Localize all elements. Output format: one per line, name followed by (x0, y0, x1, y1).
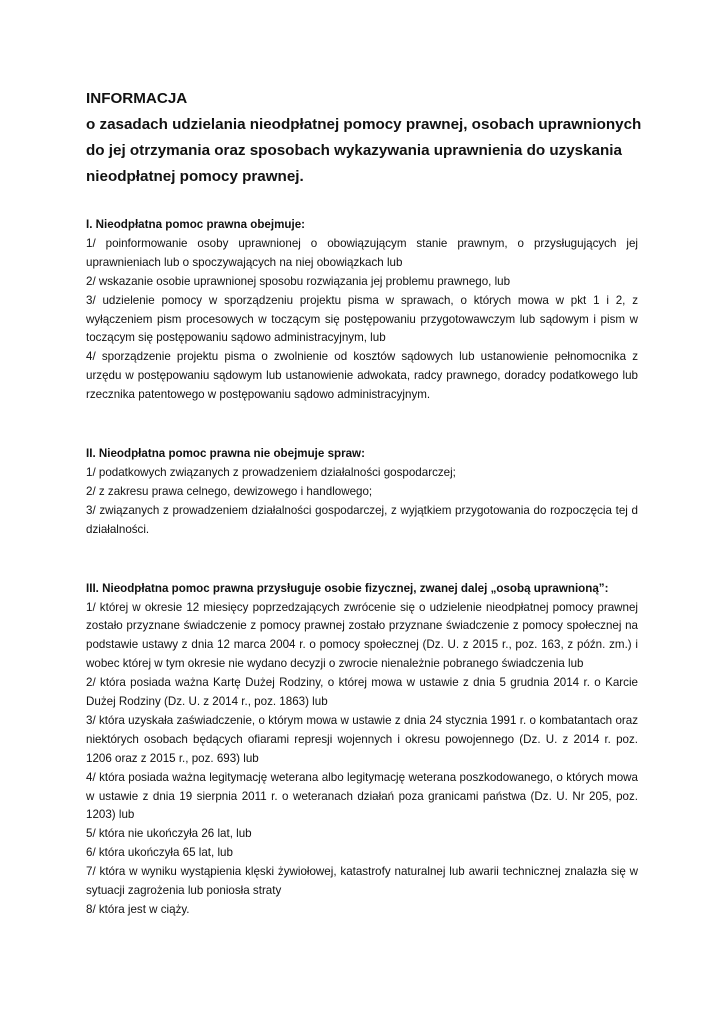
document-subtitle-line: o zasadach udzielania nieodpłatnej pomocy prawnej, osobach uprawnionych (86, 116, 642, 133)
section-scope (86, 216, 638, 405)
list-item: 1/ której w okresie 12 miesięcy poprzedzających zwrócenie się o udzielenie nieodpłatnej pomocy prawnej zostało przyznane świadczenie z pomocy prawnej zostało przyznane świadczenie z pomocy społecznej na podstawie ustawy z dnia 12 marca 2004 r. o pomocy społecznej (Dz. U. z 2015 r., poz. 163, z późn. zm.) i wobec której w tym okresie nie wydano decyzji o zwrocie nienależnie pobranego świadczenia lub (86, 600, 638, 671)
list-item: 2/ wskazanie osobie uprawnionej sposobu rozwiązania jej problemu prawnego, lub (86, 274, 511, 288)
document-subtitle-line: do jej otrzymania oraz sposobach wykazywania uprawnienia do uzyskania (86, 142, 622, 159)
list-item: 5/ która nie ukończyła 26 lat, lub (86, 827, 252, 841)
document-title-block (86, 86, 642, 190)
section-eligibility (86, 580, 638, 920)
list-item: 1/ podatkowych związanych z prowadzeniem działalności gospodarczej; (86, 465, 456, 479)
list-item: 3/ która uzyskała zaświadczenie, o którym mowa w ustawie z dnia 24 stycznia 1991 r. o kombatantach oraz niektórych osobach będących ofiarami represji wojennych i okresu powojennego (Dz. U. z 2014 r. poz. 1206 oraz z 2015 r., poz. 693) lub (86, 713, 638, 765)
list-item: 1/ poinformowanie osoby uprawnionej o obowiązującym stanie prawnym, o przysługujących jej uprawnieniach lub o spoczywających na niej obowiązkach lub (86, 236, 638, 269)
section-heading: III. Nieodpłatna pomoc prawna przysługuje osobie fizycznej, zwanej dalej „osobą uprawnioną”: (86, 581, 609, 595)
list-item: 8/ która jest w ciąży. (86, 903, 190, 916)
list-item: 4/ sporządzenie projektu pisma o zwolnienie od kosztów sądowych lub ustanowienie pełnomocnika z urzędu w postępowaniu sądowym lub ustanowienie adwokata, radcy prawnego, doradcy podatkowego lub rzecznika patentowego w postępowaniu sądowo administracyjnym. (86, 350, 638, 402)
list-item: 2/ która posiada ważna Kartę Dużej Rodziny, o której mowa w ustawie z dnia 5 grudnia 2014 r. o Karcie Dużej Rodziny (Dz. U. z 2014 r., poz. 1863) lub (86, 676, 638, 709)
section-heading: II. Nieodpłatna pomoc prawna nie obejmuje spraw: (86, 447, 365, 461)
list-item: 4/ która posiada ważna legitymację weterana albo legitymację weterana poszkodowanego, o których mowa w ustawie z dnia 19 sierpnia 2011 r. o weteranach działań poza granicami państwa (Dz. U. Nr 205, poz. 1203) lub (86, 770, 638, 822)
list-item: 7/ która w wyniku wystąpienia klęski żywiołowej, katastrofy naturalnej lub awarii technicznej znalazła się w sytuacji zagrożenia lub poniosła straty (86, 865, 638, 898)
document-page (86, 86, 642, 920)
list-item: 2/ z zakresu prawa celnego, dewizowego i handlowego; (86, 484, 373, 498)
document-title: INFORMACJA (86, 90, 188, 107)
list-item: 3/ związanych z prowadzeniem działalności gospodarczej, z wyjątkiem przygotowania do rozpoczęcia tej d działalności. (86, 503, 638, 536)
section-heading: I. Nieodpłatna pomoc prawna obejmuje: (86, 218, 306, 231)
list-item: 6/ która ukończyła 65 lat, lub (86, 846, 233, 860)
list-item: 3/ udzielenie pomocy w sporządzeniu projektu pisma w sprawach, o których mowa w pkt 1 i 2, z wyłączeniem pism procesowych w toczącym się postępowaniu przygotowawczym lub sądowym i pism w toczącym się postępowaniu sądowo administracyjnym, lub (86, 293, 638, 345)
section-exclusions (86, 445, 638, 540)
document-subtitle-line: nieodpłatnej pomocy prawnej. (86, 168, 304, 185)
